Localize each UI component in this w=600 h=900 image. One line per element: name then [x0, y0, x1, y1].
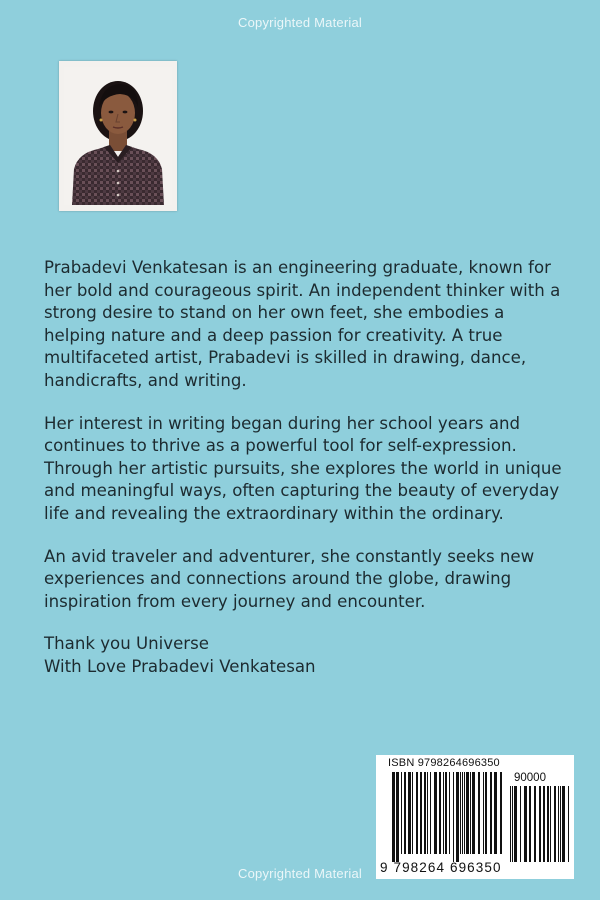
barcode-addon-digits: 90000 — [514, 772, 546, 784]
copyright-watermark-bottom: Copyrighted Material — [238, 866, 362, 881]
bio-signoff — [44, 633, 564, 678]
barcode-bar — [456, 772, 459, 862]
barcode-bar — [439, 772, 441, 854]
barcode-bar — [404, 772, 406, 854]
barcode-bar — [485, 772, 487, 854]
barcode-bar — [430, 772, 431, 854]
barcode-bar — [547, 786, 549, 862]
barcode-bar — [560, 786, 561, 862]
bio-line: multifaceted artist, Prabadevi is skilled in drawing, dance, — [44, 348, 527, 368]
barcode-bar — [568, 786, 569, 862]
bio-paragraph-1 — [44, 257, 564, 393]
bio-line: handicrafts, and writing. — [44, 370, 247, 390]
author-photo — [64, 67, 172, 205]
barcode-bar — [494, 772, 497, 854]
barcode-bar — [554, 786, 556, 862]
barcode-bar — [449, 772, 450, 854]
bio-line: life and revealing the extraordinary within the ordinary. — [44, 503, 504, 523]
barcode-digits: 9 798264 696350 — [380, 860, 502, 875]
bio-line: strong desire to stand on her own feet, she embodies a — [44, 303, 505, 323]
bio-line: Her interest in writing began during her school years and — [44, 413, 521, 433]
bio-line: helping nature and a deep passion for creativity. A true — [44, 325, 503, 345]
barcode-bar — [396, 772, 399, 862]
barcode-bar — [462, 772, 463, 854]
barcode-bar — [550, 786, 551, 862]
barcode-bar — [478, 772, 480, 854]
bio-line: continues to thrive as a powerful tool for self-expression. — [44, 436, 517, 456]
bio-line: An avid traveler and adventurer, she constantly seeks new — [44, 546, 535, 566]
barcode-bar — [514, 786, 517, 862]
barcode-bar — [408, 772, 411, 854]
signoff-line: With Love Prabadevi Venkatesan — [44, 656, 316, 676]
barcode-bar — [416, 772, 418, 854]
copyright-watermark-top: Copyrighted Material — [238, 15, 362, 30]
barcode-bar — [534, 786, 536, 862]
isbn-label: ISBN 9798264696350 — [388, 757, 500, 769]
barcode-bar — [490, 772, 492, 854]
bio-line: inspiration from every journey and encounter. — [44, 591, 426, 611]
barcode-bar — [460, 772, 461, 854]
barcode-bar — [543, 786, 545, 862]
barcode-bar — [412, 772, 413, 854]
bio-paragraph-2 — [44, 413, 564, 526]
author-portrait-icon — [64, 67, 172, 205]
barcode-bar — [472, 772, 475, 854]
bio-line: and meaningful ways, often capturing the beauty of everyday — [44, 481, 560, 501]
bio-line: Through her artistic pursuits, she explores the world in unique — [44, 458, 562, 478]
bio-line: experiences and connections around the globe, drawing — [44, 569, 512, 589]
barcode-bar — [392, 772, 395, 862]
author-bio — [44, 257, 564, 679]
barcode-bar — [520, 786, 521, 862]
barcode-bar — [539, 786, 541, 862]
barcode-bar — [453, 772, 454, 862]
barcode-bar — [510, 786, 511, 862]
barcode-bar — [524, 786, 527, 862]
barcode-bar — [483, 772, 484, 854]
barcode-bar — [420, 772, 422, 854]
isbn-barcode — [376, 755, 574, 879]
barcode-bar — [466, 772, 469, 854]
bio-line: her bold and courageous spirit. An independent thinker with a — [44, 280, 561, 300]
barcode-bar — [445, 772, 447, 854]
barcode-bar — [443, 772, 444, 854]
signoff-line: Thank you Universe — [44, 634, 209, 654]
barcode-bar — [558, 786, 559, 862]
barcode-bar — [512, 786, 513, 862]
barcode-bar — [424, 772, 426, 854]
barcode-bar — [529, 786, 531, 862]
barcode-bar — [464, 772, 465, 854]
barcode-bar — [500, 772, 502, 854]
bio-line: Prabadevi Venkatesan is an engineering graduate, known for — [44, 258, 551, 277]
barcode-bar — [470, 772, 471, 854]
author-photo-frame — [59, 61, 177, 211]
barcode-bar — [434, 772, 437, 854]
barcode-bar — [562, 786, 565, 862]
bio-paragraph-3 — [44, 546, 564, 614]
barcode-bar — [401, 772, 402, 854]
barcode-bar — [427, 772, 428, 854]
